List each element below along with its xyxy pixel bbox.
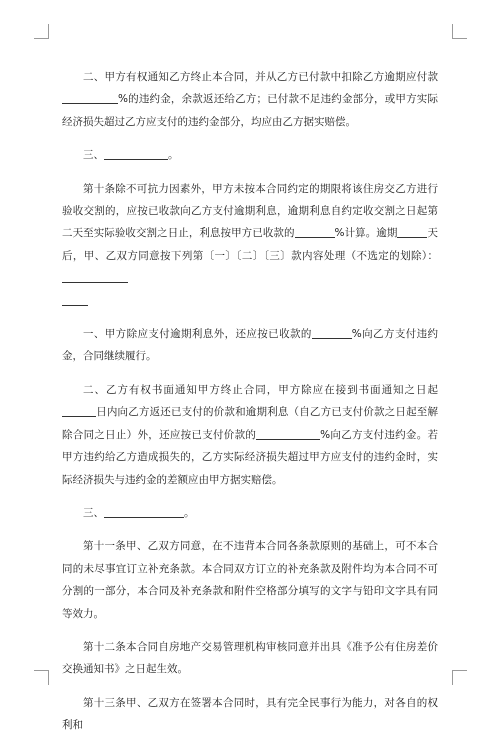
blank-field bbox=[256, 426, 320, 440]
blank-field bbox=[397, 224, 427, 238]
crop-mark-top-left bbox=[34, 24, 49, 39]
paragraph-article-10: 第十条除不可抗力因素外，甲方未按本合同约定的期限将该住房交乙方进行验收交割的，应按已收款向乙方支付逾期利息，逾期利息自约定收交割之日起第二天至实际验收交割之日止，利息按甲方已收款的 %计算。逾期 天后，甲、乙双方同意按下列第〔一〕〔二〕〔三〕款内容处理（不选定的划除）： bbox=[62, 178, 438, 312]
paragraph-option-two: 二、乙方有权书面通知甲方终止合同，甲方除应在接到书面通知之日起日内向乙方返还已支付的价款和逾期利息（自乙方已支付价款之日起至解除合同之日止）外，还应按已支付价款的 %向乙方支付违约金。若甲方违约给乙方造成损失的，乙方实际经济损失超过甲方应支付的违约金时，实际经济损失与违约金的差额应由甲方据实赔偿。 bbox=[62, 383, 438, 486]
blank-field bbox=[295, 224, 335, 238]
blank-field bbox=[104, 504, 184, 518]
paragraph-article-11: 第十一条甲、乙双方同意，在不违背本合同各条款原则的基础上，可不本合同的未尽事宜订立补充条款。本合同双方订立的补充条款及附件均为本合同不可分割的一部分，本合同及补充条款和附件空格部分填写的文字与铅印文字具有同等效力。 bbox=[62, 540, 438, 620]
paragraph-terminate-right: 二、甲方有权通知乙方终止本合同，并从乙方已付款中扣除乙方逾期应付款%的违约金，余款返还给乙方；已付款不足违约金部分，或甲方实际经济损失超过乙方应支付的违约金部分，均应由乙方据实赔偿。 bbox=[62, 71, 438, 128]
crop-mark-bottom-right bbox=[452, 670, 467, 685]
blank-field bbox=[62, 403, 96, 417]
crop-mark-top-right bbox=[452, 24, 467, 39]
blank-field bbox=[62, 90, 96, 104]
paragraph-option-one: 一、甲方除应支付逾期利息外，还应按已收款的 %向乙方支付违约金，合同继续履行。 bbox=[62, 323, 438, 368]
blank-field bbox=[104, 146, 168, 160]
blank-field bbox=[62, 269, 128, 283]
blank-field bbox=[62, 292, 88, 306]
paragraph-item-three: 三、 。 bbox=[62, 144, 438, 166]
blank-field bbox=[312, 325, 352, 339]
paragraph-article-12: 第十二条本合同自房地产交易管理机构审核同意并出具《准予公有住房差价交换通知书》之日起生效。 bbox=[62, 640, 438, 676]
crop-mark-bottom-left bbox=[34, 670, 49, 685]
paragraph-option-three: 三、 。 bbox=[62, 502, 438, 524]
blank-field bbox=[96, 90, 118, 104]
paragraph-article-13: 第十三条甲、乙双方在签署本合同时，具有完全民事行为能力，对各自的权利和 bbox=[62, 696, 438, 732]
document-body bbox=[62, 66, 438, 748]
